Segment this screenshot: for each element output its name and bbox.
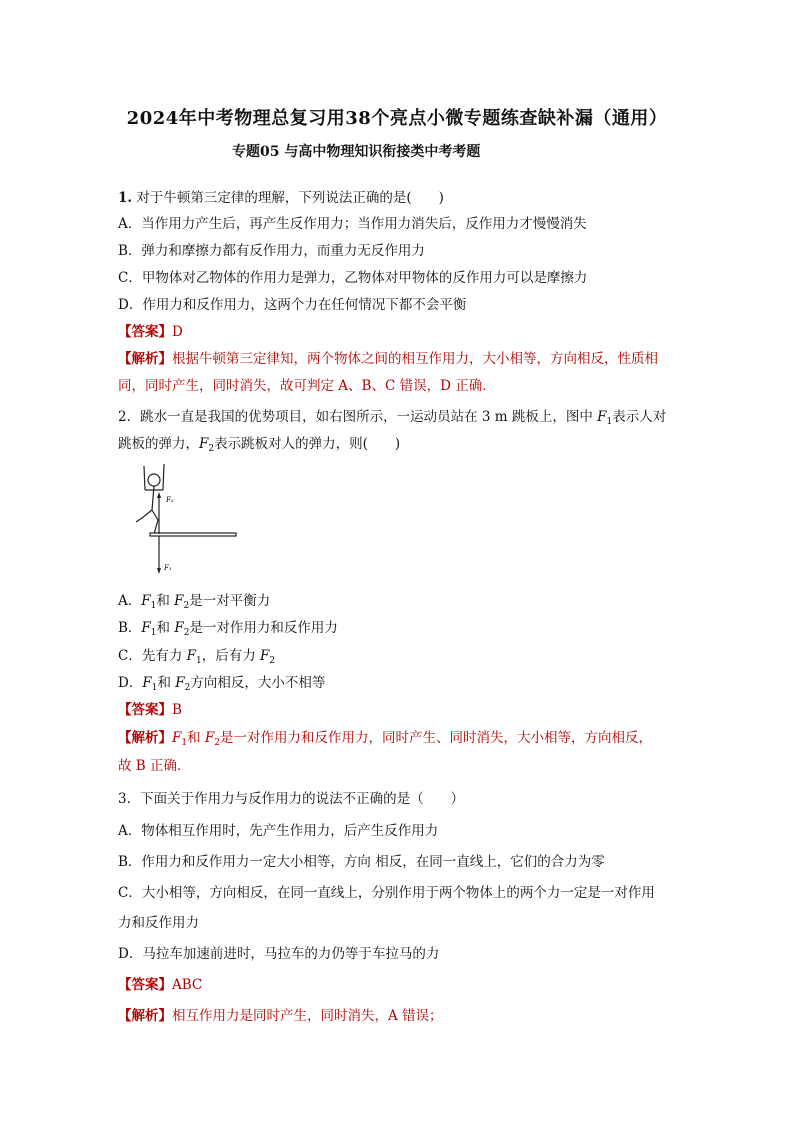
- force-subscript: 2: [214, 738, 221, 748]
- answer-value: ABC: [172, 977, 203, 993]
- question-2-option-d: [118, 674, 325, 697]
- option-letter: C．: [118, 648, 142, 664]
- answer-value: B: [172, 702, 182, 718]
- option-letter: B．: [118, 620, 142, 636]
- question-1-option-d: D．作用力和反作用力，这两个力在任何情况下都不会平衡: [118, 297, 467, 313]
- document-subtitle: 专题05 与高中物理知识衔接类中考考题: [232, 144, 481, 160]
- question-3-option-c: C．大小相等，方向相反，在同一直线上，分别作用于两个物体上的两个力一定是一对作用: [118, 885, 655, 901]
- option-letter: D．: [118, 675, 143, 691]
- question-1-option-b: B．弹力和摩擦力都有反作用力，而重力无反作用力: [118, 243, 425, 259]
- q2-stem-text-b: 表示人对: [612, 409, 667, 425]
- analysis-tag: 【解析】: [118, 1008, 172, 1024]
- option-text: 方向相反，大小不相等: [190, 675, 326, 691]
- force-symbol: F: [172, 730, 182, 746]
- force-subscript: 1: [196, 656, 202, 666]
- question-3-answer: [118, 976, 202, 994]
- force-subscript: 1: [181, 738, 188, 748]
- analysis-text: 是一对作用力和反作用力，同时产生、同时消失，大小相等，方向相反，: [220, 730, 653, 746]
- question-1-answer: [118, 323, 183, 341]
- diving-board: [150, 533, 236, 536]
- diver-right-arm: [163, 464, 164, 490]
- force-symbol: F: [260, 648, 270, 664]
- q2-stem-text-d: 表示跳板对人的弹力，则( ): [214, 436, 401, 452]
- question-1-text: 对于牛顿第三定律的理解，下列说法正确的是( ): [136, 190, 444, 206]
- q2-stem-text-a: 2．跳水一直是我国的优势项目，如右图所示，一运动员站在 3 m 跳板上，图中: [118, 409, 598, 425]
- question-1-analysis-line-1: [118, 350, 658, 368]
- question-3-option-b: B．作用力和反作用力一定大小相等，方向 相反，在同一直线上，它们的合力为零: [118, 854, 605, 870]
- label-f2: F₂: [166, 496, 174, 504]
- diving-board-figure: [130, 460, 260, 580]
- diver-right-leg: [152, 510, 158, 534]
- option-connector: 和: [157, 675, 176, 691]
- force-symbol: F: [186, 648, 197, 664]
- question-3-option-a: A．物体相互作用时，先产生作用力，后产生反作用力: [118, 823, 439, 839]
- diver-left-arm: [144, 466, 145, 490]
- force-symbol: F: [174, 620, 184, 636]
- force-subscript: 2: [208, 444, 215, 454]
- question-2-stem-line-2: [118, 435, 400, 458]
- answer-tag: 【答案】: [118, 702, 172, 718]
- question-3-option-d: D．马拉车加速前进时，马拉车的力仍等于车拉马的力: [118, 946, 440, 962]
- option-connector: 和: [156, 593, 175, 609]
- force-symbol: F: [141, 620, 151, 636]
- analysis-tag: 【解析】: [118, 351, 172, 367]
- question-1-option-c: C．甲物体对乙物体的作用力是弹力，乙物体对甲物体的反作用力可以是摩擦力: [118, 270, 588, 286]
- force-symbol: F: [199, 436, 209, 452]
- option-connector: 和: [156, 620, 175, 636]
- q2-stem-text-c: 跳板的弹力，: [118, 436, 199, 452]
- question-2-option-a: [118, 592, 270, 615]
- question-1-stem: [118, 189, 444, 207]
- option-text: 先有力: [141, 648, 187, 664]
- question-2-analysis-line-2: 故 B 正确．: [118, 758, 191, 774]
- question-1-number: 1.: [118, 190, 133, 206]
- force-symbol: F: [175, 675, 185, 691]
- force-symbol: F: [597, 409, 607, 425]
- question-2-option-c: [118, 647, 275, 670]
- analysis-connector: 和: [187, 730, 205, 746]
- diver-head: [148, 474, 160, 486]
- option-text: ，后有力: [201, 648, 261, 664]
- answer-tag: 【答案】: [118, 977, 172, 993]
- question-2-stem-line-1: [118, 408, 666, 431]
- force-f1-arrowhead: [157, 568, 161, 574]
- answer-tag: 【答案】: [118, 324, 172, 340]
- answer-value: D: [172, 324, 183, 340]
- option-text: 是一对作用力和反作用力: [189, 620, 338, 636]
- force-symbol: F: [174, 593, 184, 609]
- document-title: 2024年中考物理总复习用38个亮点小微专题练查缺补漏（通用）: [126, 108, 668, 129]
- force-subscript: 2: [183, 601, 190, 611]
- force-f2-arrowhead: [157, 492, 161, 498]
- analysis-text: 根据牛顿第三定律知，两个物体之间的相互作用力，大小相等，方向相反，性质相: [172, 351, 658, 367]
- force-subscript: 1: [150, 628, 157, 638]
- question-3-analysis: [118, 1007, 443, 1025]
- analysis-tag: 【解析】: [118, 730, 172, 746]
- force-subscript: 1: [150, 601, 157, 611]
- force-subscript: 1: [151, 683, 158, 693]
- question-2-answer: [118, 701, 182, 719]
- option-letter: A．: [118, 593, 142, 609]
- option-text: 是一对平衡力: [189, 593, 271, 609]
- question-3-stem: 3．下面关于作用力与反作用力的说法不正确的是（ ）: [118, 791, 465, 807]
- force-symbol: F: [142, 675, 152, 691]
- force-subscript: 2: [269, 656, 276, 666]
- label-f1: F₁: [164, 564, 172, 572]
- force-symbol: F: [141, 593, 151, 609]
- force-subscript: 2: [183, 628, 190, 638]
- question-1-option-a: A．当作用力产生后，再产生反作用力；当作用力消失后，反作用力才慢慢消失: [118, 216, 587, 232]
- question-3-option-c-continued: 力和反作用力: [118, 915, 199, 931]
- force-symbol: F: [204, 730, 215, 746]
- question-1-analysis-line-2: 同，同时产生，同时消失，故可判定 A、B、C 错误，D 正确．: [118, 378, 496, 394]
- diver-left-leg: [136, 510, 152, 522]
- force-subscript: 2: [184, 683, 191, 693]
- question-2-analysis-line-1: [118, 729, 652, 752]
- analysis-text: 相互作用力是同时产生，同时消失，A 错误；: [172, 1008, 443, 1024]
- question-2-option-b: [118, 619, 338, 642]
- force-subscript: 1: [606, 417, 613, 427]
